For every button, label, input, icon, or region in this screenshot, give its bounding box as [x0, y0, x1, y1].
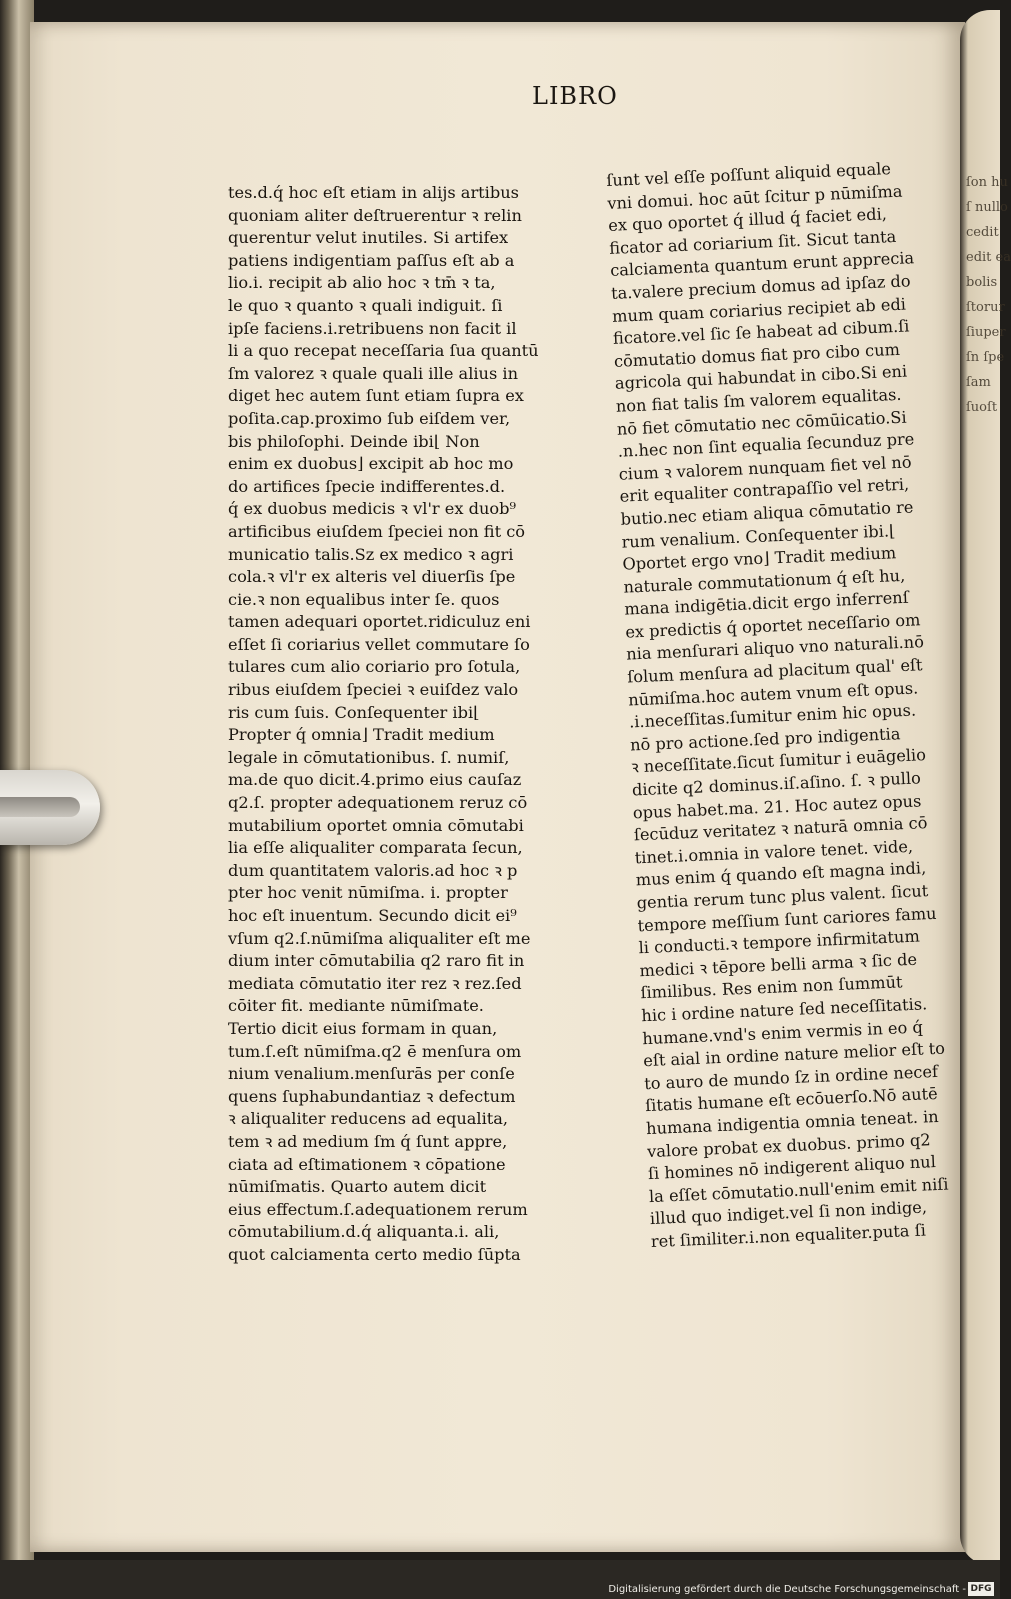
text-line: ſitatis humane eſt ecōuerſo.Nō autē — [644, 1084, 939, 1116]
text-line: rum venalium. Conſequenter ibi.⌊ — [621, 520, 896, 552]
text-line: tempore meſſium ſunt cariores famu — [637, 903, 937, 935]
running-head: LIBRO — [532, 82, 618, 110]
text-line: humane.vnd's enim vermis in eo q́ — [641, 1017, 924, 1048]
text-line: ficator ad coriarium ſit. Sicut tanta — [608, 226, 897, 258]
text-line: opus habet.ma. 21. Hoc autez opus — [632, 790, 922, 823]
text-line: ris cum ſuis. Conſequenter ibi⌊ — [228, 702, 480, 722]
text-line: butio.nec etiam aliqua cōmutatio re — [620, 497, 914, 529]
text-line: ciata ad eſtimationem ꝛ cōpatione — [228, 1154, 506, 1174]
text-line: nō pro actione.ſed pro indigentia — [629, 724, 901, 755]
text-line: lio.i. recipit ab alio hoc ꝛ tm̄ ꝛ ta, — [228, 273, 496, 293]
text-line: non fiat talis ſm valorem equalitas. — [615, 384, 902, 416]
next-page-fragment: ſuoſt — [966, 400, 998, 415]
text-line: gentia rerum tunc plus valent. ſicut — [636, 881, 929, 913]
text-line: cium ꝛ valorem nunquam fiet vel nō — [618, 452, 912, 484]
text-line: lia eſſe aliqualiter comparata ſecun, — [228, 838, 523, 858]
text-line: enim ex duobus⌋ excipit ab hoc mo — [228, 454, 514, 474]
next-page-fragment: bolis — [966, 275, 998, 290]
text-line: ta.valere precium domus ad ipſaz do — [610, 271, 911, 303]
text-line: mus enim q́ quando eſt magna indi, — [635, 858, 927, 890]
text-line: vſum q2.ſ.nūmiſma aliqualiter eſt me — [228, 928, 531, 948]
text-line: pter hoc venit nūmiſma. i. propter — [228, 883, 508, 903]
text-line: mum quam coriarius recipiet ab edi — [611, 294, 907, 326]
text-line: mediata cōmutatio iter rez ꝛ rez.ſed — [228, 973, 522, 993]
page-clip — [0, 770, 100, 845]
text-line: eius effectum.ſ.adequationem rerum — [228, 1199, 528, 1219]
left-text-column — [228, 182, 548, 1267]
text-line: ſolum menſura ad placitum qual' eſt — [626, 655, 923, 687]
text-line: nia menſurari aliquo vno naturali.nō — [625, 632, 925, 665]
text-line: hic i ordine nature ſed neceſſitatis. — [641, 994, 928, 1026]
text-line: eſſet ſi coriarius vellet commutare ſo — [228, 634, 530, 654]
text-line: cōmutabilium.d.q́ aliquanta.i. ali, — [228, 1222, 500, 1242]
text-line: naturale commutationum q́ eſt hu, — [623, 565, 906, 597]
next-page-fragment: cedit — [966, 225, 999, 240]
text-line: ꝛ aliqualiter reducens ad equalita, — [228, 1109, 509, 1129]
text-line: ſm valorez ꝛ quale quali ille alius in — [228, 363, 519, 383]
text-line: nūmiſmatis. Quarto autem dicit — [228, 1177, 487, 1197]
text-line: do artifices ſpecie indifferentes.d. — [228, 476, 506, 496]
text-line: quot calciamenta certo medio ſūpta — [228, 1244, 521, 1264]
text-line: patiens indigentiam paſſus eſt ab a — [228, 250, 515, 270]
text-line: eſt aial in ordine nature melior eſt to — [642, 1038, 946, 1071]
text-line: cola.ꝛ vl'r ex alteris vel diuerſis ſpe — [228, 567, 516, 587]
text-line: .n.hec non ſint equalia ſecunduz pre — [617, 429, 915, 461]
right-text-column — [606, 157, 961, 1254]
footer-credit: Digitalisierung gefördert durch die Deutsche Forschungsgemeinschaft - — [608, 1584, 966, 1595]
text-line: li a quo recepat neceſſaria ſua quantū — [228, 341, 539, 361]
text-line: la eſſet cōmutatio.null'enim emit niſi — [648, 1174, 949, 1206]
text-line: ficatore.vel ſic ſe habeat ad cibum.ſi — [612, 316, 910, 348]
text-line: hoc eſt inuentum. Secundo dicit ei⁹ — [228, 906, 517, 925]
text-line: humana indigentia omnia teneat. in — [645, 1106, 940, 1139]
text-line: cōmutatio domus fiat pro cibo cum — [613, 339, 901, 371]
text-line: vni domui. hoc aūt ſcitur p nūmiſma — [606, 181, 903, 213]
text-line: artificibus eiuſdem ſpeciei non fit cō — [228, 521, 526, 541]
text-line: dium inter cōmutabilia q2 raro fit in — [228, 951, 525, 971]
text-line: cie.ꝛ non equalibus inter ſe. quos — [228, 589, 500, 609]
text-line: ꝛ neceſſitate.ſicut ſumitur i euāgelio — [630, 745, 927, 777]
text-line: dicite q2 dominus.iſ.aſino. ſ. ꝛ pullo — [631, 768, 922, 800]
text-line: nō fiet cōmutatio nec cōmūicatio.Si — [616, 407, 907, 439]
text-line: tamen adequari oportet.ridiculuz eni — [228, 612, 531, 632]
text-line: Propter q́ omnia⌋ Tradit medium — [228, 725, 495, 745]
next-page-fragment: ſ nullo — [966, 200, 1008, 215]
dfg-logo: DFG — [968, 1582, 994, 1596]
text-line: q́ ex duobus medicis ꝛ vl'r ex duob⁹ — [228, 499, 517, 519]
text-line: le quo ꝛ quanto ꝛ quali indiguit. ſi — [228, 295, 503, 315]
text-line: ex predictis q́ oportet neceſſario om — [624, 610, 921, 642]
text-line: tes.d.q́ hoc eſt etiam in alijs artibus — [228, 183, 519, 202]
text-line: diget hec autem ſunt etiam ſupra ex — [228, 386, 524, 406]
next-page-fragment: ſiuper — [966, 325, 1006, 340]
text-line: quens ſuphabundantiaz ꝛ defectum — [228, 1086, 516, 1106]
text-line: q2.ſ. propter adequationem reruz cō — [228, 793, 528, 813]
text-line: to auro de mundo ſz in ordine necef — [643, 1061, 939, 1093]
text-line: bis philoſophi. Deinde ibi⌊ Non — [228, 431, 480, 451]
text-line: cōiter fit. mediante nūmiſmate. — [228, 996, 484, 1016]
text-line: valore probat ex duobus. primo q2 — [646, 1129, 931, 1161]
text-line: ret ſimiliter.i.non equaliter.puta ſi — [650, 1220, 927, 1251]
text-line: ſimilibus. Res enim non ſummūt — [640, 972, 903, 1003]
text-line: agricola qui habundat in cibo.Si eni — [614, 361, 908, 394]
text-line: Tertio dicit eius formam in quan, — [228, 1018, 498, 1038]
text-line: .i.neceſſitas.ſumitur enim hic opus. — [628, 700, 917, 732]
text-line: legale in cōmutationibus. ſ. numiſ, — [228, 747, 510, 767]
text-line: nium venalium.menſurās per conſe — [228, 1064, 515, 1084]
next-page-text — [966, 170, 1011, 420]
text-line: quoniam aliter deſtruerentur ꝛ relin — [228, 205, 522, 225]
text-line: erit equaliter contrapaſſio vel retri, — [619, 474, 910, 507]
text-line: municatio talis.Sz ex medico ꝛ agri — [228, 544, 514, 564]
next-page-fragment: ſon hu — [966, 175, 1008, 190]
next-page-fragment: ſn ſpe — [966, 350, 1005, 365]
text-line: mutabilium oportet omnia cōmutabi — [228, 815, 524, 835]
text-line: ex quo oportet q́ illud q́ faciet edi, — [607, 204, 888, 236]
text-line: poſita.cap.proximo ſub eiſdem ver, — [228, 408, 511, 428]
next-page-fragment: ſtorur — [966, 300, 1005, 315]
text-line: dum quantitatem valoris.ad hoc ꝛ p — [228, 860, 518, 880]
text-line: Oportet ergo vno⌋ Tradit medium — [622, 543, 897, 574]
text-line: li conducti.ꝛ tempore infirmitatum — [638, 926, 921, 958]
text-line: tulares cum alio coriario pro ſotula, — [228, 657, 521, 677]
text-line: medici ꝛ tēpore belli arma ꝛ ſic de — [639, 949, 918, 981]
text-line: nūmiſma.hoc autem vnum eſt opus. — [627, 678, 919, 710]
next-page-fragment: edit ea — [966, 250, 1011, 265]
next-page-fragment: ſam — [966, 375, 991, 390]
text-line: ribus eiuſdem ſpeciei ꝛ euiſdez valo — [228, 680, 519, 700]
text-line: mana indigētia.dicit ergo inferrenſ — [624, 587, 910, 619]
text-line: querentur velut inutiles. Si artifex — [228, 228, 509, 248]
page-clip-slot — [0, 797, 80, 817]
text-line: ipſe faciens.i.retribuens non facit il — [228, 318, 517, 338]
text-line: ſi homines nō indigerent aliquo nul — [647, 1152, 937, 1184]
text-line: ma.de quo dicit.4.primo eius cauſaz — [228, 770, 522, 790]
text-line: ſecūduz veritatez ꝛ naturā omnia cō — [633, 813, 928, 845]
text-line: tinet.i.omnia in valore tenet. vide, — [634, 836, 914, 868]
text-line: tem ꝛ ad medium ſm q́ ſunt appre, — [228, 1131, 508, 1151]
text-line: calciamenta quantum erunt apprecia — [609, 248, 915, 281]
text-line: illud quo indiget.vel ſi non indige, — [649, 1197, 928, 1229]
next-page-edge — [960, 10, 1011, 1565]
text-line: tum.ſ.eſt nūmiſma.q2 ē menſura om — [228, 1041, 522, 1061]
text-line: ſunt vel eſſe poſſunt aliquid equale — [606, 159, 892, 190]
